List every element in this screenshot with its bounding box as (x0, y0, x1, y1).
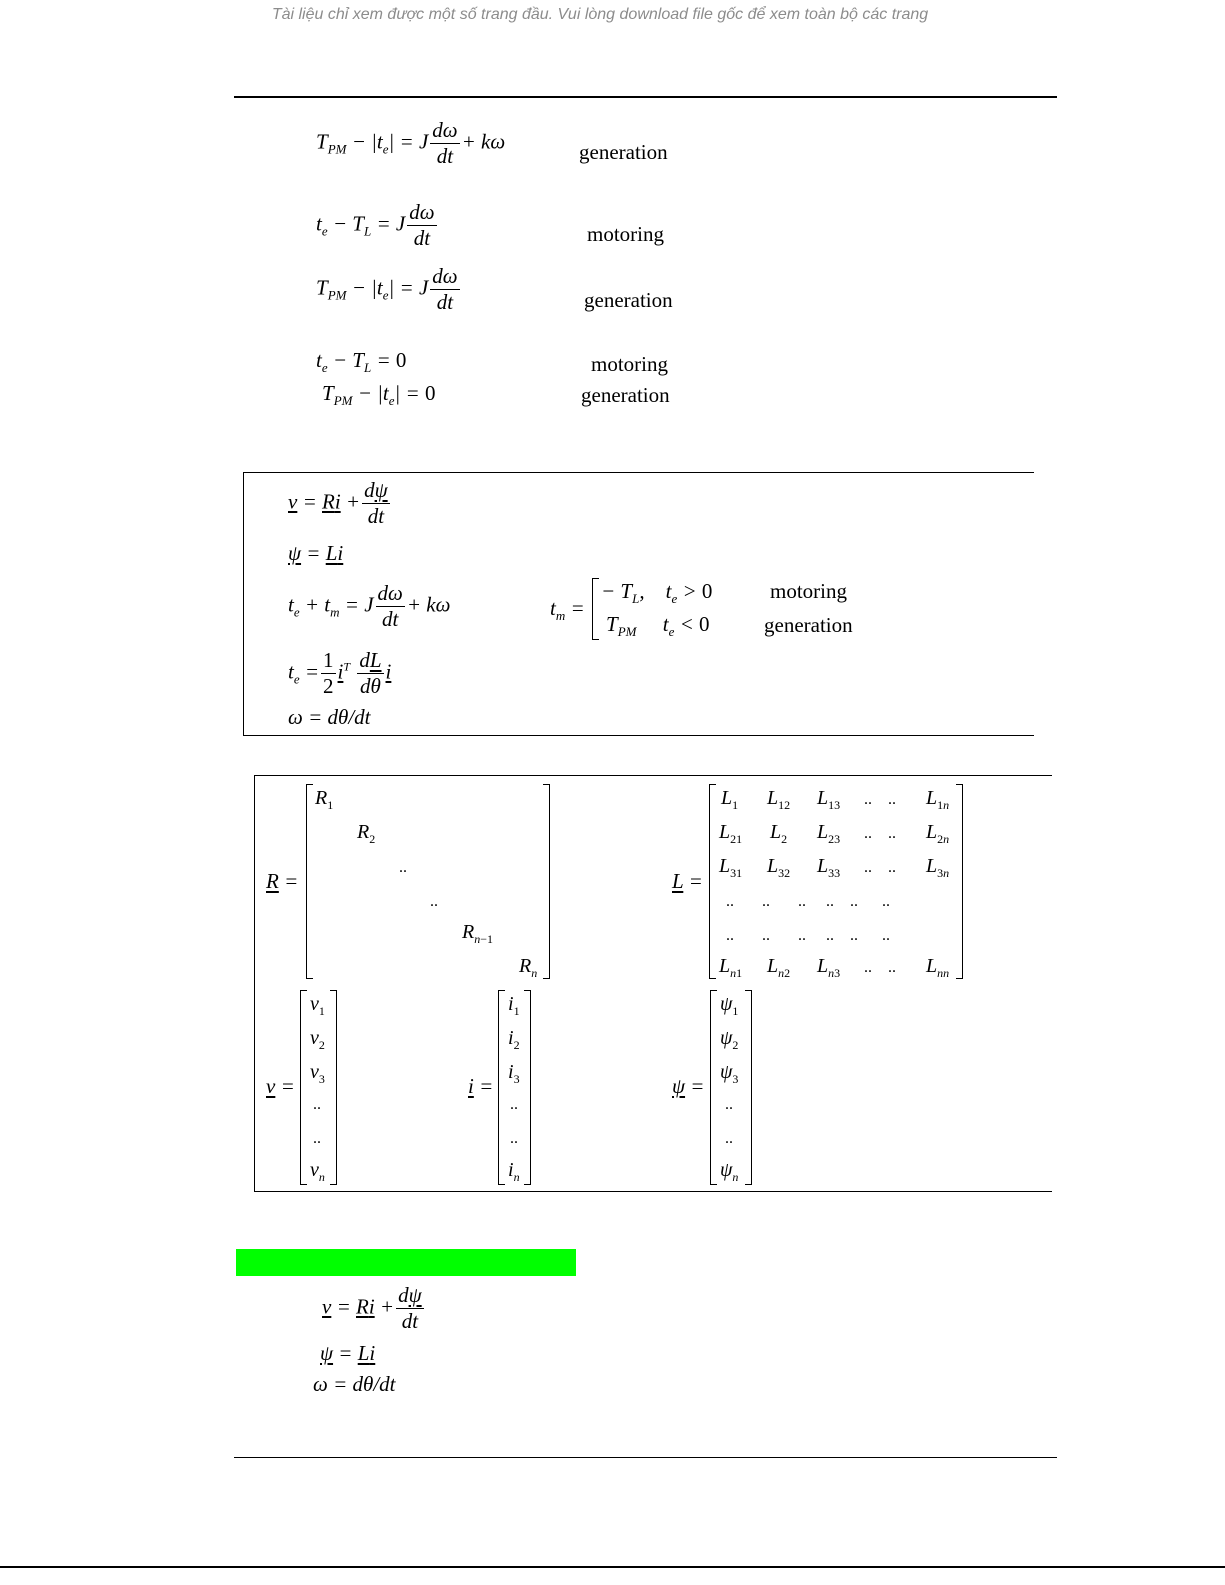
equation-2: $t_e - T_L = J$ $\frac{d\omega}{dt}$ (316, 200, 435, 250)
v-vector-v2: $v_2$ (310, 1027, 325, 1052)
tm-bracket (592, 578, 599, 640)
r-matrix-dots-2: .. (430, 893, 438, 910)
summary-speed-equation: ω = dθ/dt (313, 1372, 396, 1396)
l-matrix-left-bracket (709, 784, 716, 979)
watermark-notice: Tài liệu chỉ xem được một số trang đầu. Vui lòng download file gốc để xem toàn bộ các trang (271, 6, 929, 23)
psi-vector-psin: $\psi_n$ (720, 1159, 739, 1184)
i-vector-left-bracket (498, 990, 505, 1185)
equation-5: $T_{PM} - |t_e| = 0$ (322, 381, 436, 408)
r-matrix-left-bracket (306, 784, 313, 979)
psi-vector-dots: .. (725, 1130, 733, 1147)
r-matrix-rn: $R_n$ (519, 955, 538, 980)
i-vector-label: i = (468, 1074, 494, 1098)
r-matrix-r1: $R_1$ (315, 787, 334, 812)
footer-rule (234, 1457, 1057, 1458)
psi-vector-psi3: $\psi_3$ (720, 1061, 739, 1086)
header-rule (234, 96, 1057, 98)
equation-4-mode: motoring (591, 352, 668, 376)
tm-case-generation: $T_{PM}$ $t_e < 0$ (606, 612, 710, 639)
equation-3: $T_{PM} - |t_e| = J$ $\frac{d\omega}{dt}$ (316, 264, 458, 314)
psi-vector-psi2: $\psi_2$ (720, 1027, 739, 1052)
l-matrix-dots: .. .. (864, 791, 896, 808)
l-matrix-l1n: $L_{1n}$ (926, 787, 950, 812)
l-matrix-dots-row-4: .. .. .. .. .. .. (726, 893, 890, 910)
l-matrix-right-bracket (956, 784, 963, 979)
summary-flux-equation: ψ = Li (320, 1341, 376, 1365)
torque-equation: $t_e$ = $\frac{1}{2}$ $i^T$ $\frac{dL}{d\theta}$ i (288, 648, 392, 698)
v-vector-dots: .. (313, 1096, 321, 1113)
r-matrix-right-bracket (543, 784, 550, 979)
i-vector-right-bracket (524, 990, 531, 1185)
l-matrix-ln1: $L_{n1}$ (719, 955, 743, 980)
l-matrix-l1: $L_1$ (721, 787, 739, 812)
flux-equation: ψ = Li (288, 541, 344, 565)
l-matrix-l31: $L_{31}$ (719, 855, 743, 880)
v-vector-vn: $v_n$ (310, 1159, 325, 1184)
v-vector-v1: $v_1$ (310, 993, 325, 1018)
l-matrix-dots: .. .. (864, 959, 896, 976)
l-matrix-l2: $L_2$ (770, 821, 788, 846)
l-matrix-l3n: $L_{3n}$ (926, 855, 950, 880)
speed-equation: ω = dθ/dt (288, 705, 371, 729)
v-vector-left-bracket (300, 990, 307, 1185)
i-vector-i1: $i_1$ (508, 993, 520, 1018)
i-vector-dots: .. (510, 1096, 518, 1113)
voltage-equation: v = Ri + $\frac{d\psi}{dt}$ (288, 478, 388, 528)
l-matrix-label: L = (672, 869, 703, 893)
equation-3-mode: generation (584, 288, 673, 312)
i-vector-i3: $i_3$ (508, 1061, 520, 1086)
l-matrix-l13: $L_{13}$ (817, 787, 841, 812)
tm-case-motoring: − $T_L$, $t_e > 0$ (601, 579, 713, 606)
r-matrix-label: R = (266, 869, 299, 893)
psi-vector-right-bracket (745, 990, 752, 1185)
page-bottom-rule (0, 1566, 1225, 1568)
tm-definition: $t_m$ = (550, 596, 585, 623)
l-matrix-dots: .. .. (864, 825, 896, 842)
l-matrix-ln2: $L_{n2}$ (767, 955, 791, 980)
l-matrix-dots: .. .. (864, 859, 896, 876)
highlight-bar (236, 1249, 576, 1276)
i-vector-i2: $i_2$ (508, 1027, 520, 1052)
l-matrix-l12: $L_{12}$ (767, 787, 791, 812)
r-matrix-r2: $R_2$ (357, 821, 376, 846)
r-matrix-dots-1: .. (399, 859, 407, 876)
tm-case-generation-label: generation (764, 613, 853, 637)
l-matrix-l33: $L_{33}$ (817, 855, 841, 880)
i-vector-dots: .. (510, 1130, 518, 1147)
r-matrix-rn-1: $R_{n-1}$ (462, 921, 493, 946)
psi-vector-left-bracket (710, 990, 717, 1185)
l-matrix-lnn: $L_{nn}$ (926, 955, 950, 980)
equation-1-mode: generation (579, 140, 668, 164)
l-matrix-l23: $L_{23}$ (817, 821, 841, 846)
psi-vector-psi1: $\psi_1$ (720, 993, 739, 1018)
equation-1: $T_{PM} - |t_e| = J$ $\frac{d\omega}{dt}$ + kω (316, 118, 506, 168)
v-vector-label: v = (266, 1074, 295, 1098)
equation-4: $t_e - T_L = 0$ (316, 348, 407, 375)
motion-equation: $t_e + t_m = J$ $\frac{d\omega}{dt}$ + kω (288, 581, 451, 631)
l-matrix-l21: $L_{21}$ (719, 821, 743, 846)
equation-2-mode: motoring (587, 222, 664, 246)
l-matrix-ln3: $L_{n3}$ (817, 955, 841, 980)
v-vector-dots: .. (313, 1130, 321, 1147)
summary-voltage-equation: v = Ri + $\frac{d\psi}{dt}$ (322, 1283, 422, 1333)
l-matrix-l32: $L_{32}$ (767, 855, 791, 880)
tm-case-motoring-label: motoring (770, 579, 847, 603)
l-matrix-l2n: $L_{2n}$ (926, 821, 950, 846)
v-vector-right-bracket (330, 990, 337, 1185)
i-vector-in: $i_n$ (508, 1159, 520, 1184)
psi-vector-label: ψ = (672, 1074, 705, 1098)
l-matrix-dots-row-5: .. .. .. .. .. .. (726, 927, 890, 944)
psi-vector-dots: .. (725, 1096, 733, 1113)
equation-5-mode: generation (581, 383, 670, 407)
v-vector-v3: $v_3$ (310, 1061, 325, 1086)
